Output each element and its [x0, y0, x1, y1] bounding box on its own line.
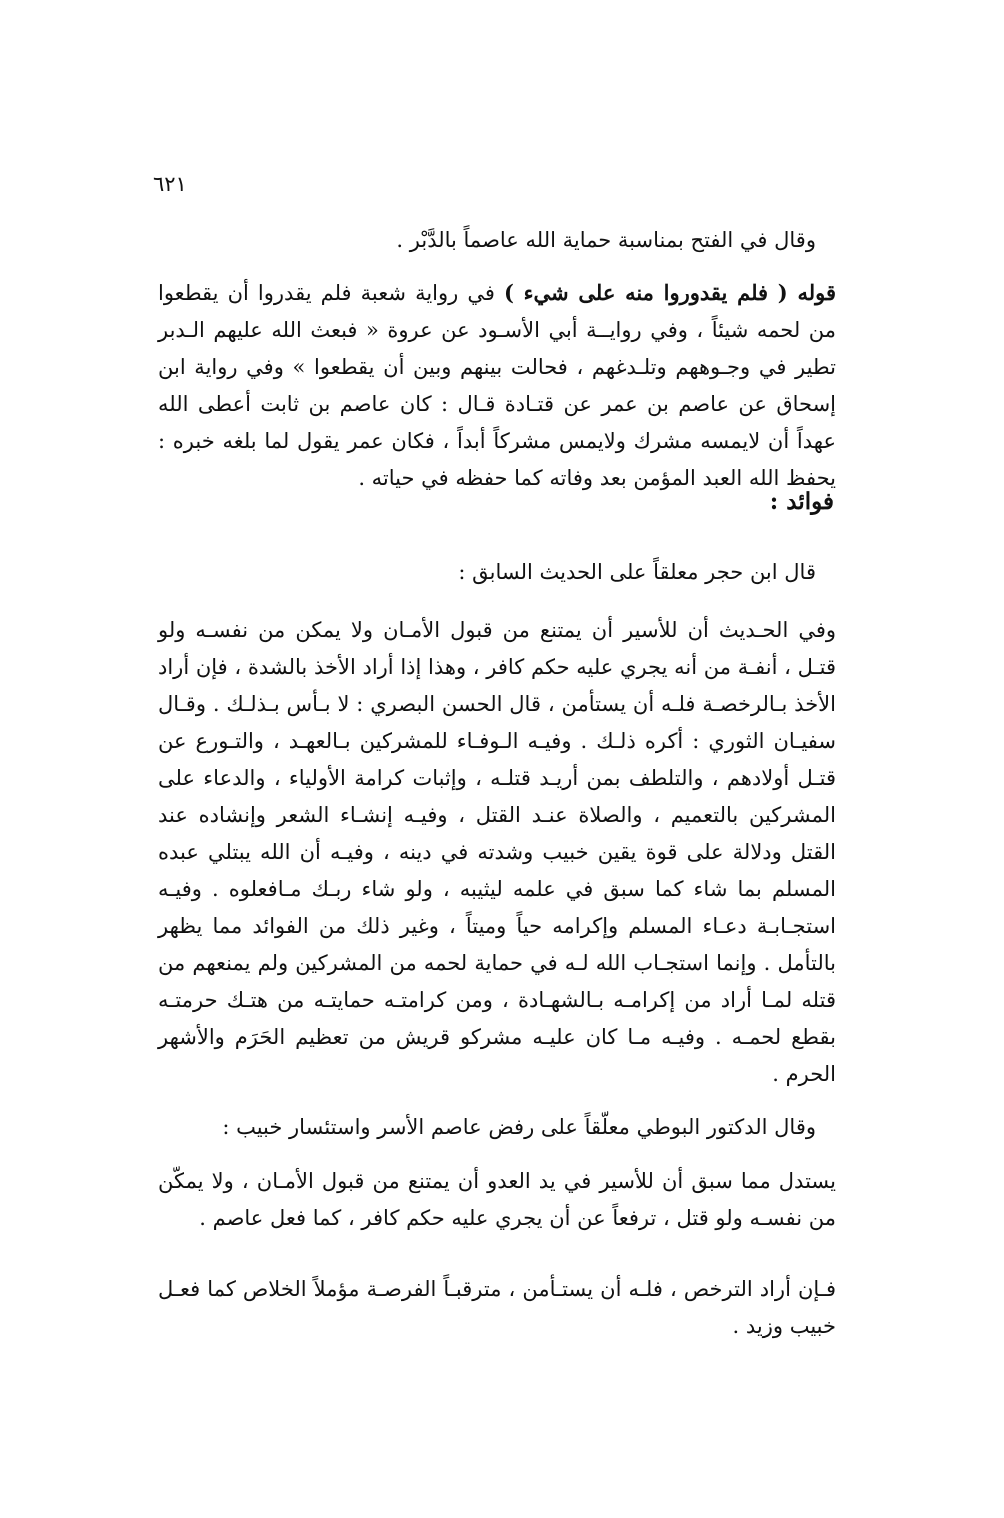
paragraph-bouti-intro: وقال الدكتور البوطي معلّقاً على رفض عاصم الأسر واستئسار خبيب : [222, 1115, 816, 1139]
commentary-text: في رواية شعبة فلم يقدروا أن يقطعوا من لحمه شيئاً ، وفي روايــة أبي الأسـود عن عروة « فبعث الله عليهم الـدبر تطير في وجـوههم وتلـدغهم ، فحالت بينهم وبين أن يقطعوا » وفي رواية ابن إسحاق عن عاصم بن عمر عن قتـادة قـال : كان عاصم بن ثابت أعطى الله عهداً أن لايمسه مشرك ولايمس مشركاً أبداً ، فكان عمر يقول لما بلغه خبره : يحفظ الله العبد المؤمن بعد وفاته كما حفظه في حياته . [158, 281, 836, 490]
page-number: ٦٢١ [153, 172, 187, 196]
section-heading-benefits: فوائد : [769, 488, 834, 515]
paragraph-ibn-hajar-text: وفي الحـديث أن للأسير أن يمتنع من قبول الأمـان ولا يمكن من نفسـه ولو قتـل ، أنفـة من أنه يجري عليه حكم كافر ، وهذا إذا أراد الأخذ بالشدة ، فإن أراد الأخذ بـالرخصـة فلـه أن يستأمن ، قال الحسن البصري : لا بـأس بـذلـك . وقـال سفيـان الثوري : أكره ذلـك . وفيـه الـوفـاء للمشركين بـالعهـد ، والتـورع عن قتـل أولادهم ، والتلطف بمن أريـد قتلـه ، وإثبات كرامة الأولياء ، والدعاء على المشركين بالتعميم ، والصلاة عنـد القتل ، وفيـه إنشـاء الشعر وإنشاده عند القتل ودلالة على قوة يقين خبيب وشدته في دينه ، وفيـه أن الله يبتلي عبده المسلم بما شاء كما سبق في علمه ليثيبه ، ولو شاء ربـك مـافعلوه . وفيـه استجـابـة دعـاء المسلم وإكرامه حياً وميتاً ، وغير ذلك من الفوائد مما يظهر بالتأمل . وإنما استجـاب الله لـه في حماية لحمه من المشركين ولم يمنعهم من قتله لمـا أراد من إكرامـه بـالشهـادة ، ومن كرامتـه حمايتـه من هتـك حرمتـه بقطع لحمـه . وفيـه مـا كان عليـه مشركو قريش من تعظيم الحَرَم والأشهر الحرم . [158, 618, 836, 1086]
paragraph-commentary [158, 274, 836, 497]
paragraph-bouti-conclusion: فـإن أراد الترخص ، فلـه أن يستـأمن ، مترقبـاً الفرصـة مؤملاً الخلاص كما فعـل خبيب وزيد . [158, 1277, 836, 1338]
quoted-phrase: قوله ( فلم يقدوروا منه على شيء ) [504, 280, 836, 305]
paragraph-ibn-hajar-intro: قال ابن حجر معلقاً على الحديث السابق : [458, 560, 816, 584]
paragraph-fath-quote: وقال في الفتح بمناسبة حماية الله عاصماً بالدَّبْر . [396, 228, 816, 252]
paragraph-bouti-text: يستدل مما سبق أن للأسير في يد العدو أن يمتنع من قبول الأمـان ، ولا يمكّن من نفسـه ولو قتل ، ترفعاً عن أن يجري عليه حكم كافر ، كما فعل عاصم . [158, 1169, 836, 1230]
